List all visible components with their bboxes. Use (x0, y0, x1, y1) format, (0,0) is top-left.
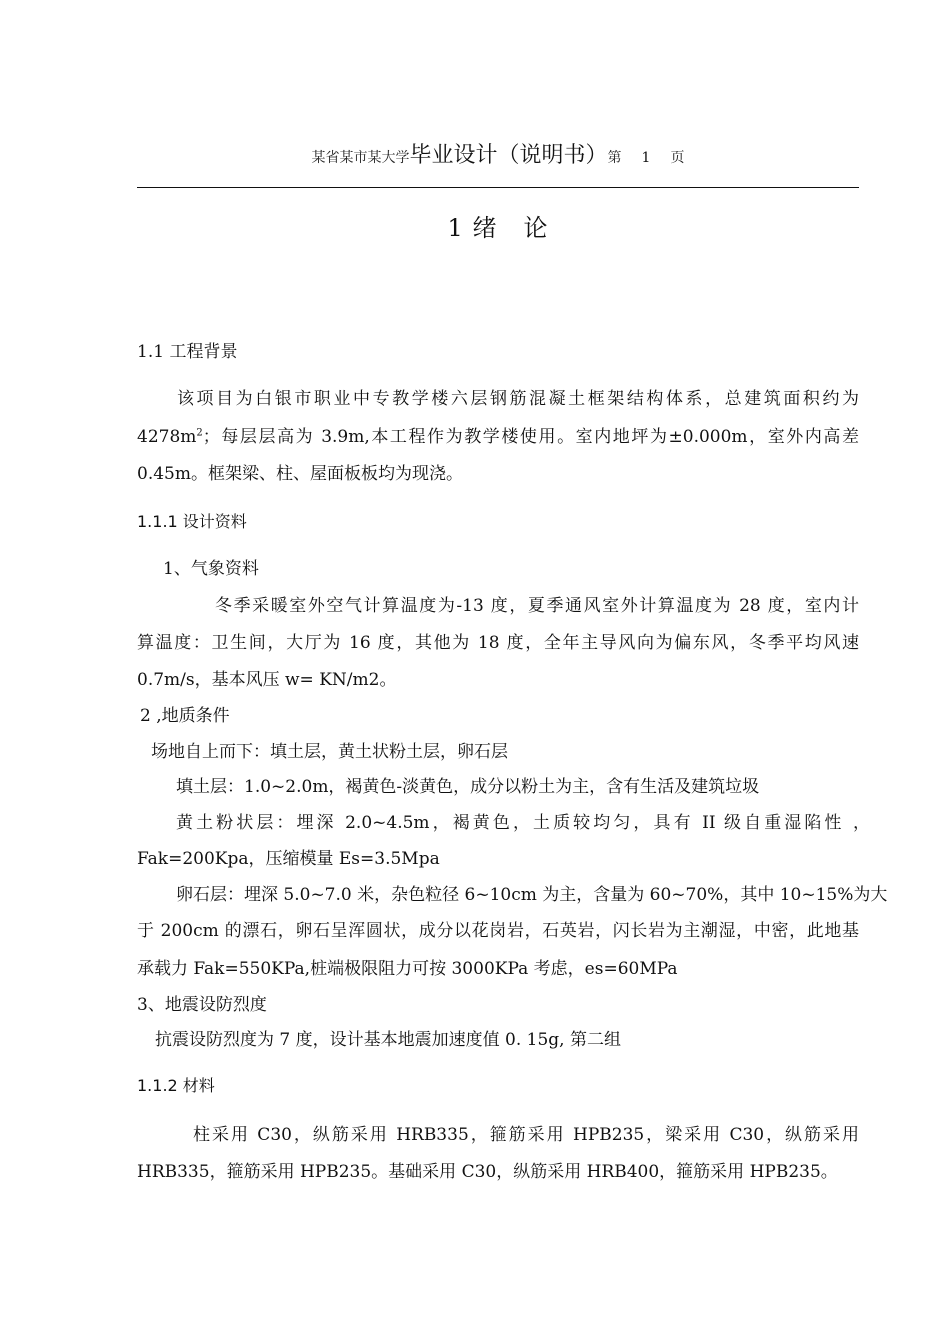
page-header (137, 138, 859, 169)
header-rule (137, 187, 859, 188)
list-item-heading: 3、地震设防烈度 (137, 995, 267, 1015)
header-page-prefix: 第 (607, 150, 622, 166)
section-heading-1-1-1: 1.1.1 设计资料 (137, 512, 247, 531)
section-heading-1-1-2: 1.1.2 材料 (137, 1076, 215, 1095)
list-item-heading: 2 ,地质条件 (140, 706, 230, 726)
paragraph-line: 算温度：卫生间，大厅为 16 度，其他为 18 度，全年主导风向为偏东风，冬季平均风速 (137, 633, 859, 653)
paragraph-line: 承载力 Fak=550KPa,桩端极限阻力可按 3000KPa 考虑，es=60MPa (137, 959, 678, 979)
paragraph-line: 卵石层：埋深 5.0~7.0 米，杂色粒径 6~10cm 为主，含量为 60~70%，其中 10~15%为大 (176, 885, 888, 905)
chapter-title-b: 论 (523, 214, 549, 242)
paragraph-line: $4278m^2$；每层层高为 3.9m,本工程作为教学楼使用。室内地坪为±0.000m，室外内高差 (137, 427, 859, 447)
paragraph-line: Fak=200Kpa，压缩模量 Es=3.5Mpa (137, 849, 440, 869)
paragraph-line: 0.45m。框架梁、柱、屋面板板均为现浇。 (137, 464, 463, 484)
paragraph-line: 柱采用 C30，纵筋采用 HRB335，箍筋采用 HPB235，梁采用 C30，纵筋采用 (193, 1125, 859, 1145)
paragraph-line: 于 200cm 的漂石，卵石呈浑圆状，成分以花岗岩，石英岩，闪长岩为主潮湿，中密，此地基 (137, 921, 859, 941)
header-school: 某省某市某大学 (311, 150, 410, 166)
header-title: 毕业设计（说明书） (409, 143, 608, 168)
paragraph-line: 填土层：1.0~2.0m，褐黄色-淡黄色，成分以粉土为主，含有生活及建筑垃圾 (176, 777, 760, 797)
paragraph-line: HRB335，箍筋采用 HPB235。基础采用 C30，纵筋采用 HRB400，箍筋采用 HPB235。 (137, 1162, 838, 1182)
header-page-number: 1 (641, 150, 651, 166)
paragraph-line: 该项目为白银市职业中专教学楼六层钢筋混凝土框架结构体系，总建筑面积约为 (177, 389, 859, 409)
paragraph-line: 0.7m/s，基本风压 w= KN/m2。 (137, 670, 397, 690)
chapter-number: 1 (447, 214, 464, 242)
header-page-suffix: 页 (670, 150, 685, 166)
paragraph-line: 抗震设防烈度为 7 度，设计基本地震加速度值 0. 15g, 第二组 (155, 1030, 621, 1050)
paragraph-line: 冬季采暖室外空气计算温度为-13 度，夏季通风室外计算温度为 28 度，室内计 (215, 596, 859, 616)
paragraph-line: 场地自上而下：填土层，黄土状粉土层，卵石层 (151, 742, 508, 762)
section-heading-1-1: 1.1 工程背景 (137, 342, 238, 362)
paragraph-line: 黄土粉状层：埋深 2.0~4.5m，褐黄色，土质较均匀，具有 II 级自重湿陷性 ， (176, 813, 870, 833)
list-item-heading: 1、气象资料 (163, 559, 259, 579)
chapter-title-a: 绪 (472, 214, 498, 242)
chapter-title (137, 208, 859, 243)
